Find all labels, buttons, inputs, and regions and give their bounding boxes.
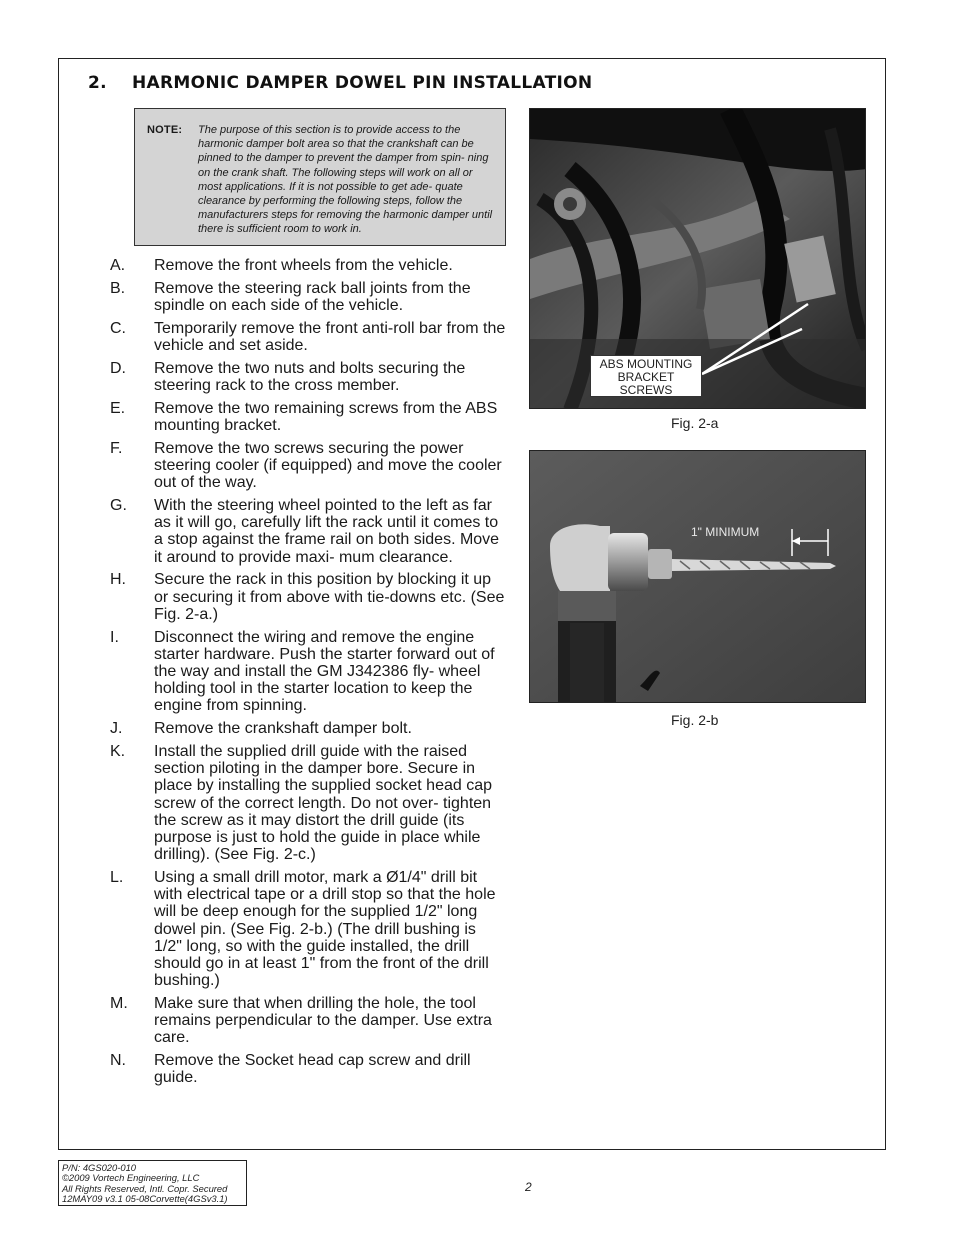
footer-version: 12MAY09 v3.1 05-08Corvette(4GSv3.1) [62,1193,228,1205]
section-heading [88,73,592,93]
step-letter: N. [110,1052,126,1070]
step-text: Make sure that when drilling the hole, the tool remains perpendicular to the damper. Use extra care. [154,995,492,1047]
abs-bracket-callout: ABS MOUNTING BRACKET SCREWS [590,355,702,397]
step-item [108,320,508,354]
step-text: Remove the two remaining screws from the ABS mounting bracket. [154,399,498,434]
step-text: Temporarily remove the front anti-roll bar from the vehicle and set aside. [154,319,506,354]
step-letter: H. [110,571,126,589]
note-box [134,108,506,246]
section-title: HARMONIC DAMPER DOWEL PIN INSTALLATION [132,73,593,93]
note-label: NOTE: [147,124,183,136]
step-letter: D. [110,359,126,377]
step-text: Remove the front wheels from the vehicle. [154,257,453,274]
section-number: 2. [88,73,107,93]
step-item [108,571,508,623]
step-text: Install the supplied drill guide with the raised section piloting in the damper bore. Secure in place by installing the supplied socket head cap screw of the correct length. Do not over- tighten the screw as it may distort the drill guide (its purpose is just to hold the guide in place while drilling). (See Fig. 2-c.) [154,743,492,864]
minimum-depth-callout: 1" MINIMUM [691,525,760,539]
step-letter: L. [110,869,124,887]
step-letter: E. [110,399,126,417]
footer-part-number: P/N: 4GS020-010 [62,1162,137,1173]
step-text: Using a small drill motor, mark a Ø1/4" drill bit with electrical tape or a drill stop so that the hole will be deep enough for the supplied 1/2" long dowel pin. (See Fig. 2-b.) (The drill bushing is 1/2" long, so with the guide installed, the drill should go in at least 1" from the front of the drill bushing.) [154,869,496,990]
step-item [108,629,508,715]
step-item [108,995,508,1047]
step-text: Remove the steering rack ball joints from the spindle on each side of the vehicle. [154,279,471,314]
figure-2b-photo [529,450,866,703]
note-text: The purpose of this section is to provide access to the harmonic damper bolt area so that the crankshaft can be pinned to the damper to prevent the damper from spin- ning on the crank shaft. The following steps will work on all or most applications. If it is not possible to get ade- quate clearance by performing the following steps, follow the manufacturers steps for removing the harmonic damper until there is sufficient room to work in. [198,124,493,236]
figure-2b-caption: Fig. 2-b [671,712,719,728]
step-letter: M. [110,995,128,1013]
figure-2a-caption: Fig. 2-a [671,415,719,431]
footer-rights: All Rights Reserved, Intl. Copr. Secured [62,1182,228,1194]
instruction-steps [108,257,508,1092]
step-item [108,743,508,863]
step-text: Remove the two screws securing the power steering cooler (if equipped) and move the cooler out of the way. [154,439,502,492]
page-number: 2 [525,1180,532,1194]
step-text: Remove the two nuts and bolts securing the steering rack to the cross member. [154,359,466,394]
footer-copyright: ©2009 Vortech Engineering, LLC [62,1172,200,1184]
step-text: Remove the Socket head cap screw and drill guide. [154,1052,471,1087]
step-text: Remove the crankshaft damper bolt. [154,720,412,738]
drill-illustration [530,451,866,703]
step-item [108,720,508,737]
step-item [108,257,508,274]
step-item [108,440,508,492]
step-letter: A. [110,257,126,274]
step-text: Secure the rack in this position by blocking it up or securing it from above with tie-downs etc. (See Fig. 2-a.) [154,571,505,623]
step-item [108,400,508,434]
footer-info-box [58,1160,247,1206]
step-item [108,280,508,314]
step-item [108,1052,508,1086]
step-letter: I. [110,628,119,646]
step-letter: F. [110,439,123,457]
step-letter: K. [110,743,126,761]
step-text: With the steering wheel pointed to the left as far as it will go, carefully lift the rack until it comes to a stop against the frame rail on both sides. Move it around to provide maxi- mum clearance. [154,497,500,566]
step-letter: C. [110,319,126,337]
step-letter: G. [110,497,127,514]
step-item [108,869,508,989]
step-letter: J. [110,720,123,738]
step-text: Disconnect the wiring and remove the engine starter hardware. Push the starter forward out of the way and install the GM J342386 fly- wheel holding tool in the starter location to keep the engine from spinning. [154,628,495,715]
step-item [108,360,508,394]
step-letter: B. [110,279,126,297]
step-item [108,497,508,566]
